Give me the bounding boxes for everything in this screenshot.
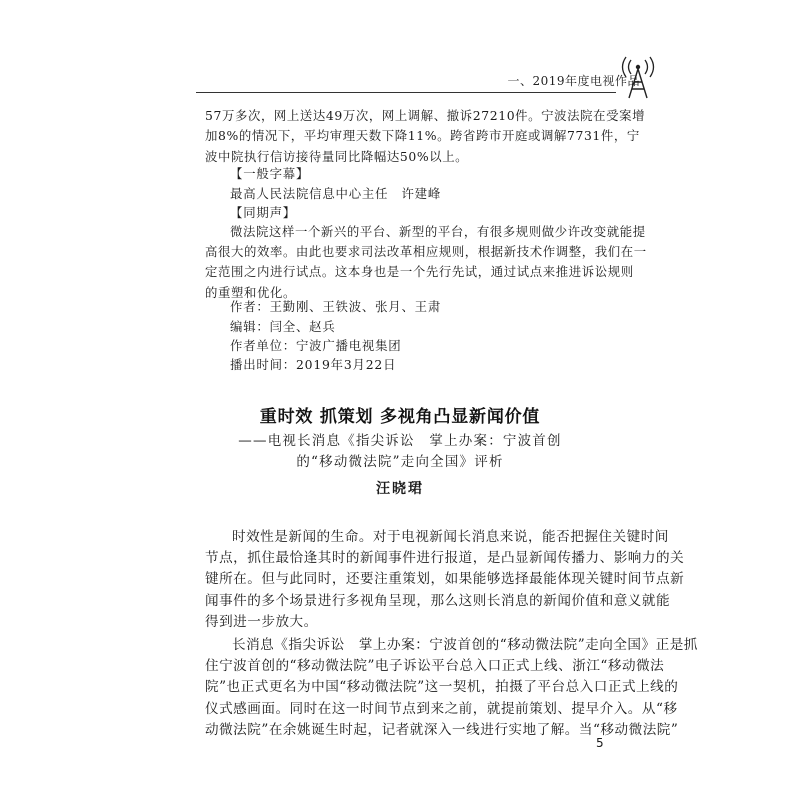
quote-line: 定范围之内进行试点。这本身也是一个先行先试，通过试点来推进诉讼规则 <box>205 264 634 280</box>
article-title: 重时效 抓策划 多视角凸显新闻价值 <box>259 407 541 427</box>
credit-organization: 作者单位：宁波广播电视集团 <box>230 338 402 353</box>
quote-line: 高很大的效率。由此也要求司法改革相应规则，根据新技术作调整，我们在一 <box>205 244 647 260</box>
credit-authors: 作者：王勤刚、王铁波、张月、王肃 <box>230 299 442 314</box>
body-line: 节点，抓住最恰逢其时的新闻事件进行报道，是凸显新闻传播力、影响力的关 <box>205 550 685 567</box>
credit-broadcast-date: 播出时间：2019年3月22日 <box>230 357 397 372</box>
sync-sound-quote <box>205 222 647 303</box>
body-line: 键所在。但与此同时，还要注重策划，如果能够选择最能体现关键时间节点新 <box>205 571 685 588</box>
body-line: 时效性是新闻的生命。对于电视新闻长消息来说，能否把握住关键时间 <box>232 529 669 545</box>
article-author: 汪晓珺 <box>376 481 424 497</box>
paragraph-line: 加8%的情况下，平均审理天数下降11%。跨省跨市开庭或调解7731件，宁 <box>205 128 640 144</box>
article-subtitle-line: 的“移动微法院”走向全国》评析 <box>296 454 504 470</box>
paragraph-line: 波中院执行信访接待量同比降幅达50%以上。 <box>205 148 469 164</box>
credit-editors: 编辑：闫全、赵兵 <box>230 319 336 334</box>
sync-sound-label: 【同期声】 <box>230 205 296 220</box>
broadcast-tower-icon <box>617 55 659 99</box>
article-body <box>205 527 698 741</box>
caption-text: 最高人民法院信息中心主任 许建峰 <box>230 186 442 201</box>
body-line: 闻事件的多个场景进行多视角呈现，那么这则长消息的新闻价值和意义就能 <box>205 592 671 609</box>
quote-line: 微法院这样一个新兴的平台、新型的平台，有很多规则做少许改变就能提 <box>230 224 646 239</box>
page-number: 5 <box>596 736 604 750</box>
quote-line: 的重塑和优化。 <box>205 284 296 300</box>
header-rule <box>196 92 616 93</box>
body-line: 动微法院”在余姚诞生时起，记者就深入一线进行实地了解。当“移动微法院” <box>205 721 679 738</box>
caption-label: 【一般字幕】 <box>230 166 310 181</box>
body-line: 院”也正式更名为中国“移动微法院”这一契机，拍摄了平台总入口正式上线的 <box>205 679 679 696</box>
body-line: 长消息《指尖诉讼 掌上办案：宁波首创的“移动微法院”走向全国》正是抓 <box>232 637 698 654</box>
body-line: 仪式感画面。同时在这一时间节点到来之前，就提前策划、提早介入。从“移 <box>205 700 678 717</box>
paragraph-line: 57万多次，网上送达49万次，网上调解、撤诉27210件。宁波法院在受案增 <box>205 108 646 123</box>
body-line: 住宁波首创的“移动微法院”电子诉讼平台总入口正式上线、浙江“移动微法 <box>205 658 665 675</box>
running-head: 一、2019年度电视作品 <box>507 74 640 88</box>
continued-paragraph <box>205 106 646 167</box>
body-line: 得到进一步放大。 <box>205 613 318 630</box>
article-subtitle-line: ——电视长消息《指尖诉讼 掌上办案：宁波首创 <box>238 433 562 449</box>
